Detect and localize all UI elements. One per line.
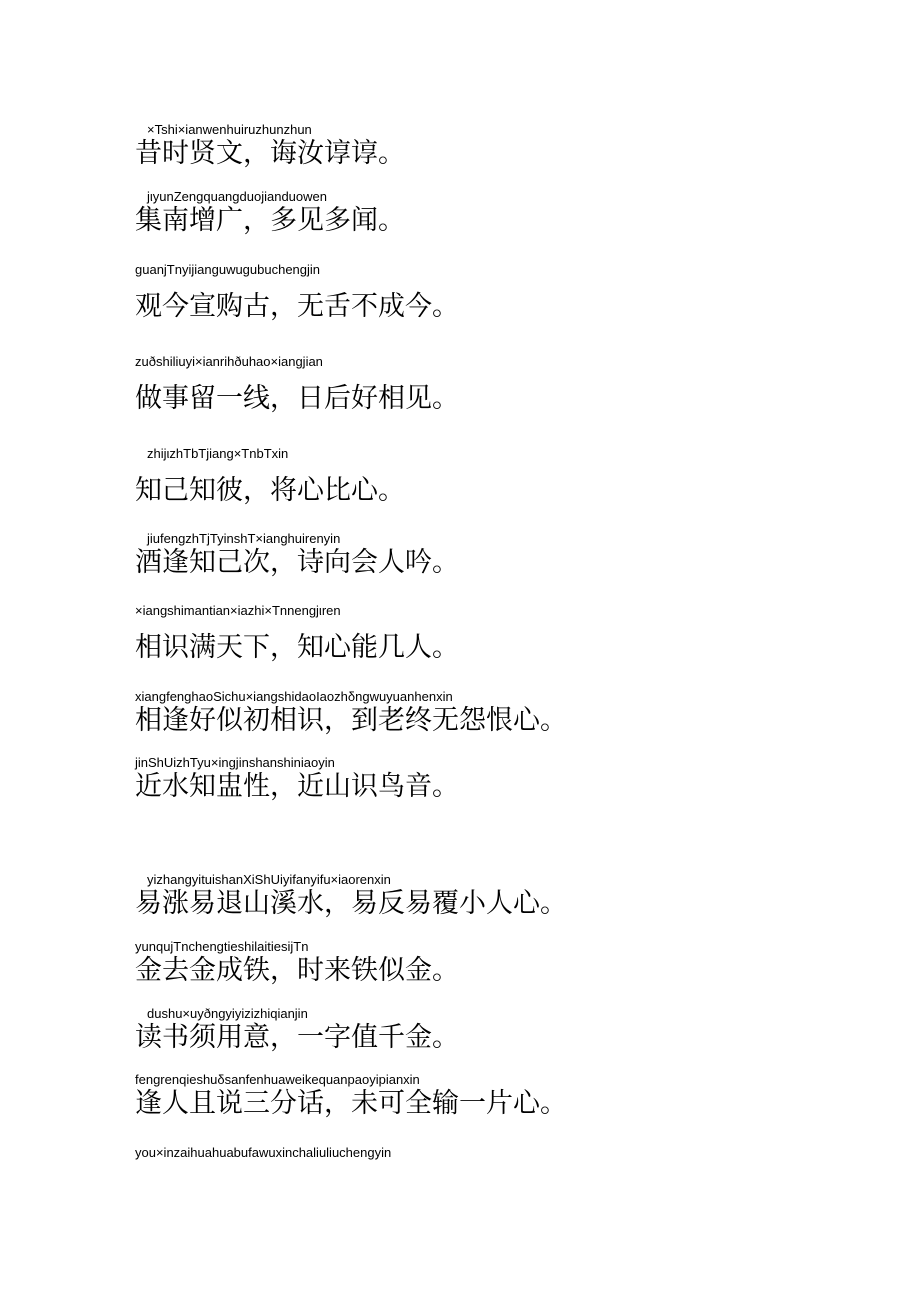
pinyin-line: xiangfenghaoSichu×iangshidaoIaozhδngwuyuanhenxin	[135, 689, 453, 704]
pinyin-line: zuðshiliuyi×ianrihðuhao×iangjian	[135, 354, 323, 369]
pinyin-line: yizhangyituishanXiShUiyifanyifu×iaorenxin	[147, 872, 391, 887]
verse-line: 观今宣购古，无舌不成今。	[135, 291, 459, 322]
pinyin-line: ×iangshimantian×iazhi×Tnnengjιren	[135, 603, 341, 618]
pinyin-line: ×Tshi×ianwenhuiruzhunzhun	[147, 122, 312, 137]
pinyin-line: jiufengzhTjTyinshT×ianghuirenyin	[147, 531, 341, 546]
pinyin-line: yunqujTnchengtieshilaitiesijTn	[135, 939, 309, 954]
verse-line: 逢人且说三分话，未可全输一片心。	[135, 1088, 567, 1119]
verse-line: 相逢好似初相识，到老终无怨恨心。	[135, 705, 567, 736]
verse-line: 读书须用意，一字值千金。	[135, 1022, 459, 1053]
verse-line: 近水知盅性，近山识鸟音。	[135, 771, 459, 802]
verse-line: 酒逢知己次，诗向会人吟。	[135, 547, 459, 578]
verse-line: 知己知彼，将心比心。	[135, 475, 405, 506]
verse-line: 相识满天下，知心能几人。	[135, 632, 459, 663]
verse-line: 做事留一线，日后好相见。	[135, 383, 459, 414]
verse-line: 易涨易退山溪水，易反易覆小人心。	[135, 888, 567, 919]
pinyin-line: jinShUizhTyu×ingjinshanshiniaoyin	[135, 755, 335, 770]
verse-line: 金去金成铁，时来铁似金。	[135, 955, 459, 986]
pinyin-line: guanjTnyijianguwugubuchengjin	[135, 262, 321, 277]
verse-line: 昔时贤文，诲汝谆谆。	[135, 138, 405, 169]
pinyin-line: dushu×uyðngyiyizizhiqianjin	[147, 1006, 308, 1021]
verse-line: 集南增广，多见多闻。	[135, 205, 405, 236]
pinyin-line: zhijιzhTbTjiang×TnbTxin	[147, 446, 289, 461]
pinyin-line: you×inzaihuahuabufawuxinchaliuliuchengyin	[135, 1145, 392, 1160]
pinyin-line: jιyunZengquangduojianduowen	[147, 189, 327, 204]
pinyin-line: fengrenqieshuδsanfenhuaweikequanpaoyipianxin	[135, 1072, 420, 1087]
